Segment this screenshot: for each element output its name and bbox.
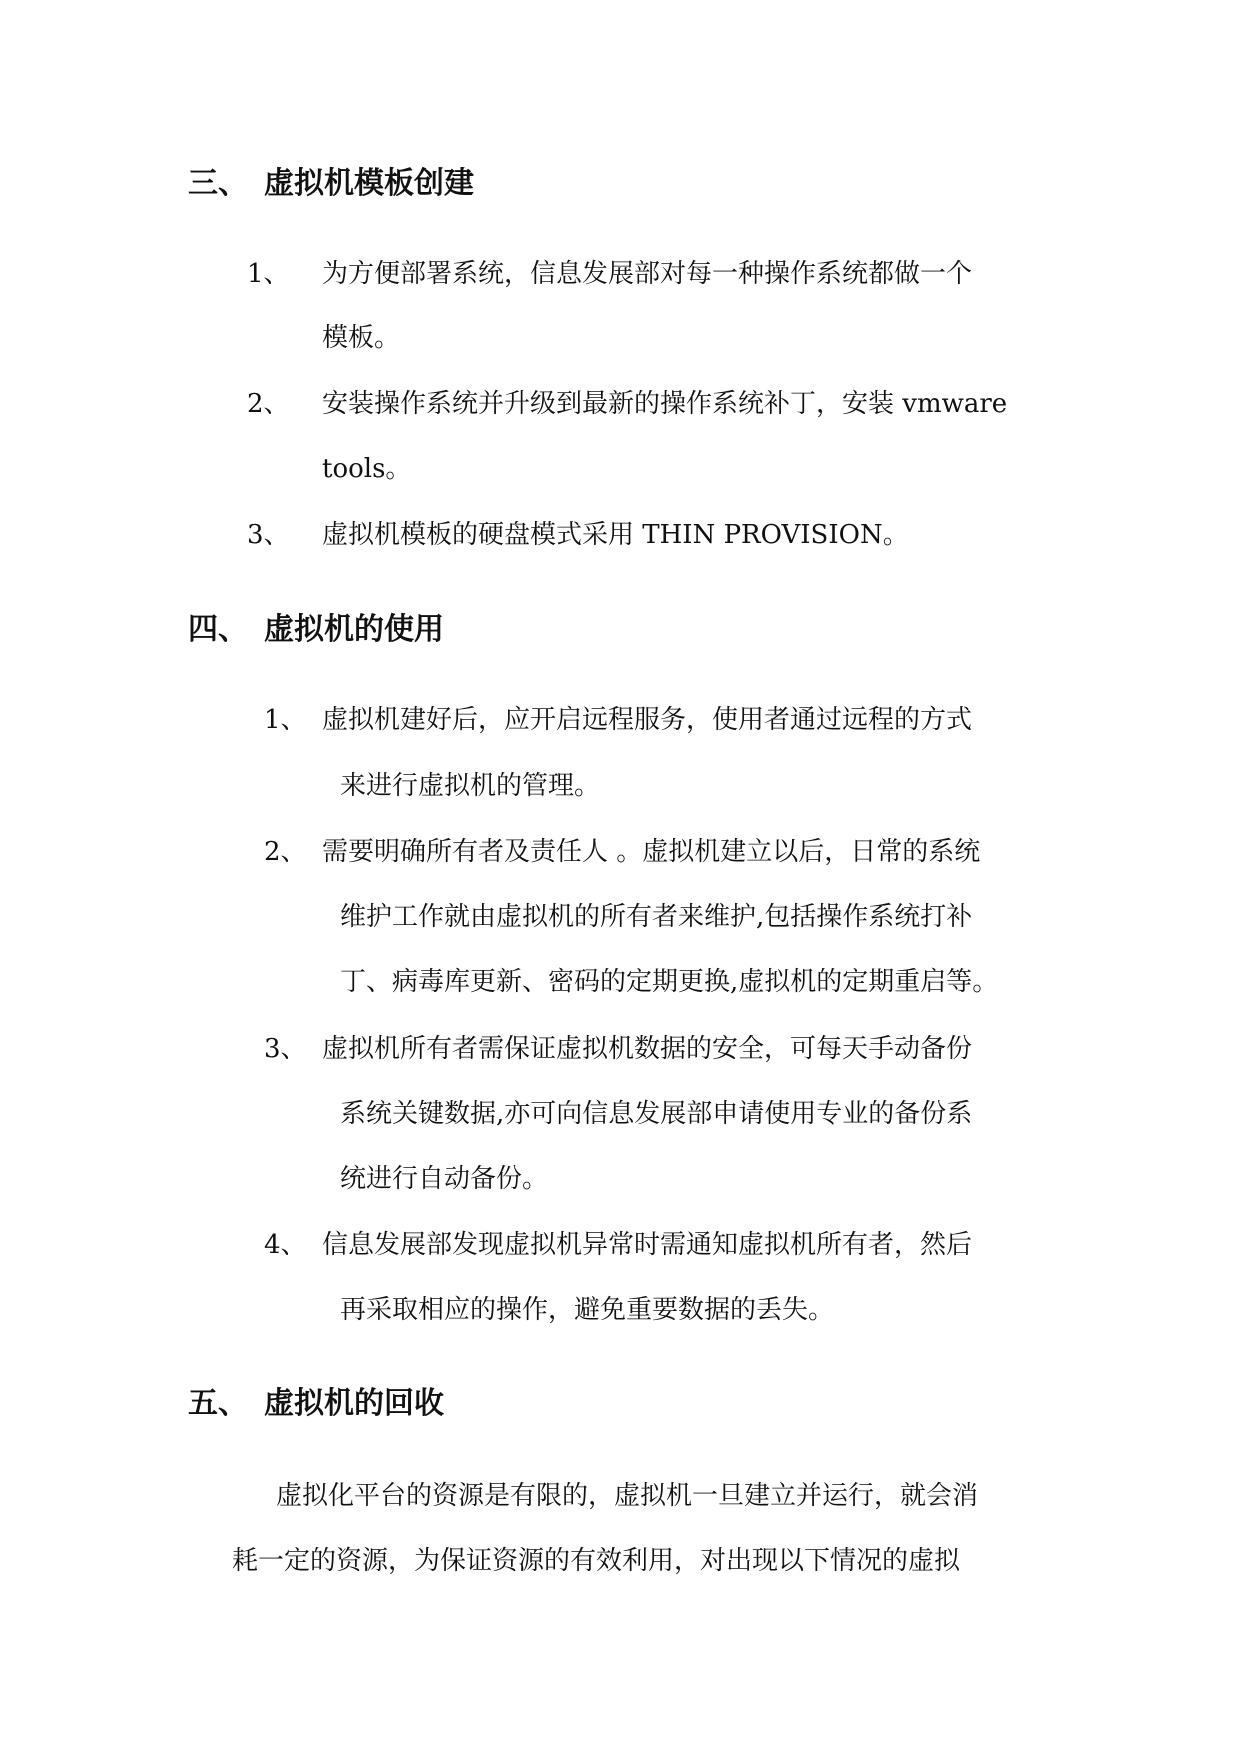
list-marker: 2、 — [264, 837, 307, 867]
section-title: 虚拟机模板创建 — [264, 166, 474, 201]
list-item-line: 系统关键数据,亦可向信息发展部申请使用专业的备份系 — [340, 1099, 973, 1129]
section-title: 虚拟机的使用 — [264, 612, 444, 647]
list-marker: 4、 — [264, 1230, 307, 1260]
section-number: 五、 — [188, 1386, 248, 1421]
list-marker: 3、 — [247, 520, 290, 550]
list-marker: 1、 — [247, 259, 290, 289]
list-marker: 3、 — [264, 1034, 307, 1064]
section-heading-3 — [188, 164, 474, 204]
list-item-line: 需要明确所有者及责任人 。虚拟机建立以后，日常的系统 — [322, 837, 981, 867]
list-item-line: 虚拟机建好后，应开启远程服务，使用者通过远程的方式 — [322, 705, 973, 735]
list-item-line: 丁、病毒库更新、密码的定期更换,虚拟机的定期重启等。 — [340, 967, 999, 997]
list-item-line: 安装操作系统并升级到最新的操作系统补丁，安装 vmware — [322, 389, 1008, 419]
list-item-line: 信息发展部发现虚拟机异常时需通知虚拟机所有者，然后 — [322, 1230, 973, 1260]
paragraph-line: 耗一定的资源，为保证资源的有效利用，对出现以下情况的虚拟 — [232, 1546, 961, 1576]
list-item-line: 为方便部署系统，信息发展部对每一种操作系统都做一个 — [322, 259, 973, 289]
section-heading-5 — [188, 1384, 444, 1424]
section-number: 四、 — [188, 612, 248, 647]
list-item-line: 虚拟机模板的硬盘模式采用 THIN PROVISION。 — [322, 520, 909, 550]
section-heading-4 — [188, 610, 444, 650]
section-title: 虚拟机的回收 — [264, 1386, 444, 1421]
section-number: 三、 — [188, 166, 248, 201]
list-item-line: 虚拟机所有者需保证虚拟机数据的安全，可每天手动备份 — [322, 1034, 973, 1064]
list-item-line: tools。 — [322, 454, 412, 484]
list-item-line: 维护工作就由虚拟机的所有者来维护,包括操作系统打补 — [340, 902, 973, 932]
list-item-line: 再采取相应的操作，避免重要数据的丢失。 — [340, 1295, 835, 1325]
list-item-line: 统进行自动备份。 — [340, 1164, 549, 1194]
paragraph-line: 虚拟化平台的资源是有限的，虚拟机一旦建立并运行，就会消 — [276, 1481, 979, 1511]
list-marker: 1、 — [264, 705, 307, 735]
list-item-line: 模板。 — [322, 323, 401, 353]
list-item-line: 来进行虚拟机的管理。 — [340, 771, 601, 801]
list-marker: 2、 — [247, 389, 290, 419]
